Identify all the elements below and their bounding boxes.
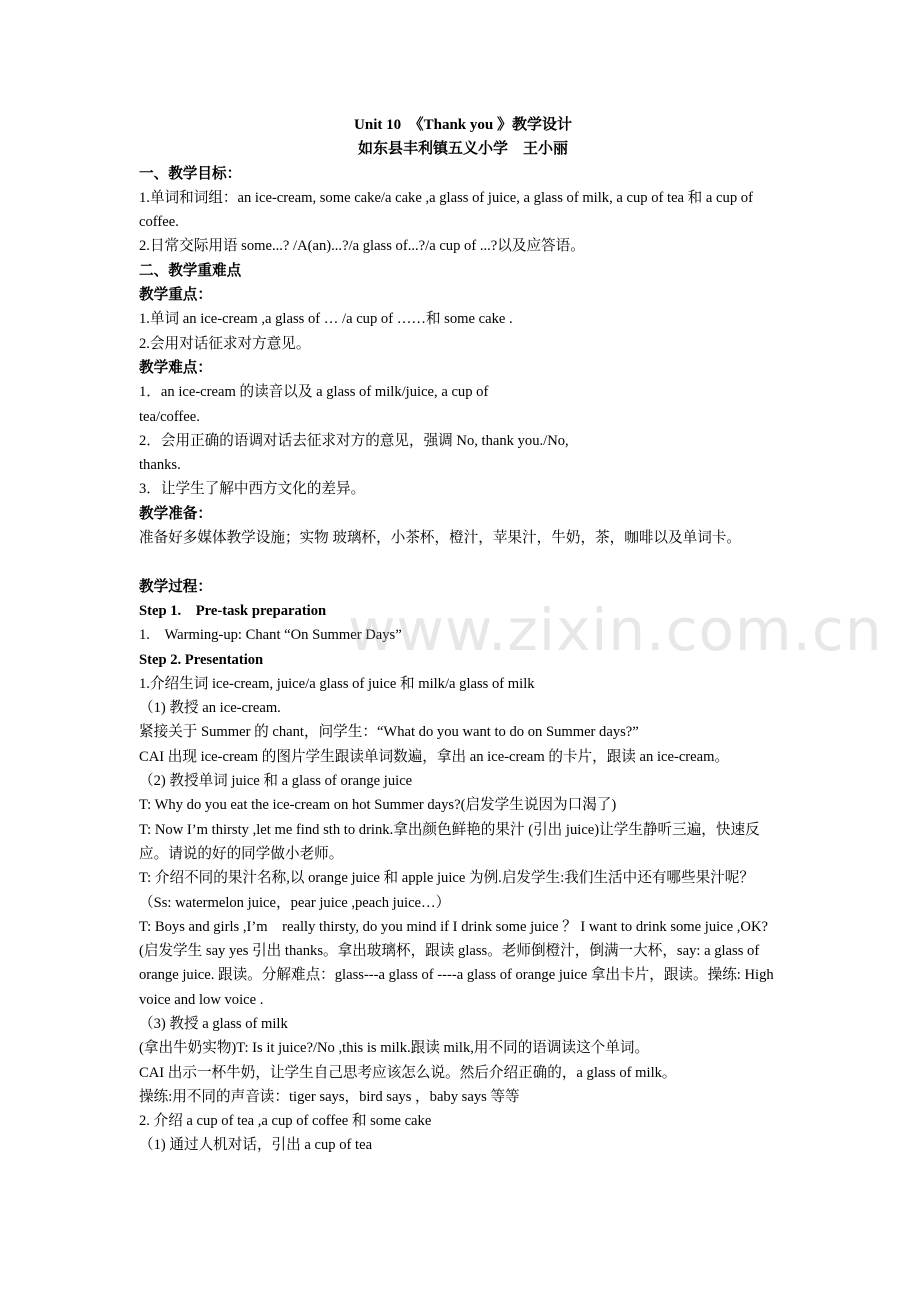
document-body	[139, 162, 787, 1158]
text-line: 1．an ice-cream 的读音以及 a glass of milk/juice, a cup of	[139, 384, 489, 401]
section-heading: 教学准备：	[139, 505, 212, 522]
section-heading: 教学重点：	[139, 287, 212, 304]
text-line: T: Boys and girls ,I’m really thirsty, do you mind if I drink some juice ？ I want to drink some juice ,OK?(启发学生 say yes 引出 thanks。拿出玻璃杯，跟读 glass。老师倒橙汁，倒满一大杯，say: a glass of orange juice. 跟读。分解难点：glass---a glass of ----a glass of orange juice 拿出卡片，跟读。操练: High voice and low voice .	[139, 918, 774, 1008]
text-line: 3．让学生了解中西方文化的差异。	[139, 481, 366, 498]
section-heading: 教学难点：	[139, 359, 212, 376]
text-line: 1.介绍生词 ice-cream, juice/a glass of juice 和 milk/a glass of milk	[139, 675, 535, 692]
text-line: 1. Warming-up: Chant “On Summer Days”	[139, 627, 402, 644]
text-line: 准备好多媒体教学设施；实物 玻璃杯，小茶杯，橙汁，苹果汁，牛奶，茶，咖啡以及单词卡。	[139, 530, 741, 547]
text-line: 2. 介绍 a cup of tea ,a cup of coffee 和 some cake	[139, 1113, 432, 1130]
text-line: 紧接关于 Summer 的 chant，问学生：“What do you want to do on Summer days?”	[139, 724, 639, 741]
document-title: Unit 10 《Thank you 》教学设计	[354, 117, 572, 133]
text-line: T: Now I’m thirsty ,let me find sth to drink.拿出颜色鲜艳的果汁 (引出 juice)让学生静听三遍，快速反应。请说的好的同学做小老师。	[139, 821, 760, 862]
text-line: T: Why do you eat the ice-cream on hot Summer days?(启发学生说因为口渴了)	[139, 797, 617, 814]
text-line: （1) 通过人机对话，引出 a cup of tea	[139, 1137, 373, 1154]
text-line: （3) 教授 a glass of milk	[139, 1015, 288, 1032]
document-page	[139, 113, 787, 1158]
text-line: 操练:用不同的声音读：tiger says，bird says ，baby says 等等	[139, 1088, 520, 1105]
blank-line	[139, 550, 787, 574]
section-heading: Step 2. Presentation	[139, 651, 264, 668]
section-heading: 教学过程：	[139, 578, 212, 595]
text-line: 2．会用正确的语调对话去征求对方的意见，强调 No, thank you./No,	[139, 432, 569, 449]
watermark: www.zixin.com.cn	[348, 596, 883, 664]
text-line: T: 介绍不同的果汁名称,以 orange juice 和 apple juice 为例.启发学生:我们生活中还有哪些果汁呢？ （Ss: watermelon juice，pear juice ,peach juice…）	[139, 870, 754, 911]
text-line: CAI 出现 ice-cream 的图片学生跟读单词数遍，拿出 an ice-cream 的卡片，跟读 an ice-cream。	[139, 748, 730, 765]
text-line: tea/coffee.	[139, 408, 200, 425]
section-heading: Step 1. Pre-task preparation	[139, 602, 327, 619]
text-line: 2.会用对话征求对方意见。	[139, 335, 311, 352]
section-heading: 一、教学目标：	[139, 165, 242, 182]
section-heading: 二、教学重难点	[139, 262, 242, 279]
text-line: 2.日常交际用语 some...? /A(an)...?/a glass of...?/a cup of ...?以及应答语。	[139, 238, 585, 255]
text-line: 1.单词 an ice-cream ,a glass of … /a cup of ……和 some cake .	[139, 311, 513, 328]
document-author: 如东县丰利镇五义小学 王小丽	[357, 141, 568, 158]
text-line: CAI 出示一杯牛奶，让学生自己思考应该怎么说。然后介绍正确的，a glass of milk。	[139, 1064, 677, 1081]
text-line: (拿出牛奶实物)T: Is it juice?/No ,this is milk.跟读 milk,用不同的语调读这个单词。	[139, 1040, 650, 1057]
text-line: （1) 教授 an ice-cream.	[139, 700, 281, 717]
text-line: 1.单词和词组：an ice-cream, some cake/a cake ,a glass of juice, a glass of milk, a cup of tea 和 a cup of coffee.	[139, 189, 753, 231]
text-line: （2) 教授单词 juice 和 a glass of orange juice	[139, 773, 413, 790]
text-line: thanks.	[139, 457, 181, 474]
